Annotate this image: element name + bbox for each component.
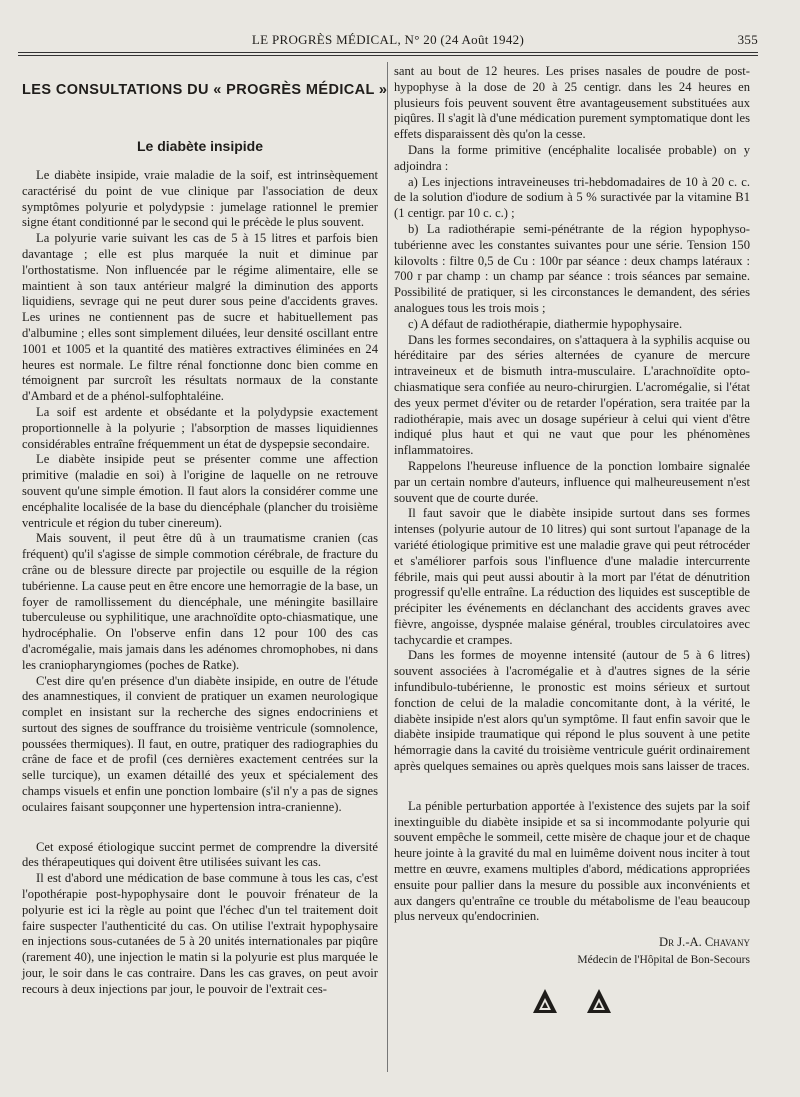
paragraph: sant au bout de 12 heures. Les prises nasales de poudre de post-hypophyse à la dose de 20 à 25 centigr. dans les 24 heures en plusieurs fois peuvent souvent être avantageusement substituées aux piqûres. Il s'agit là d'une médication purement symptomatique dont les effets disparaissent dès qu'on la cesse. [394, 64, 750, 142]
ornament-group [394, 988, 750, 1019]
paragraph: a) Les injections intraveineuses tri-hebdomadaires de 10 à 20 c. c. de la solution d'iodure de sodium à 5 % suractivée par la vitamine B1 (1 centigr. par 10 c. c.) ; [394, 174, 750, 221]
author-affiliation: Médecin de l'Hôpital de Bon-Secours [577, 954, 750, 967]
author-signature: Dr J.-A. Chavany [659, 935, 750, 950]
header-rule-double [18, 55, 758, 56]
paragraph: Cet exposé étiologique succint permet de comprendre la diversité des thérapeutiques qui doivent être utilisées suivant les cas. [22, 839, 378, 870]
article-title: Le diabète insipide [136, 138, 264, 154]
paragraph-spacer [22, 816, 378, 840]
right-column [394, 64, 750, 1019]
paragraph: Dans la forme primitive (encéphalite localisée probable) on y adjoindra : [394, 142, 750, 173]
paragraph: La pénible perturbation apportée à l'existence des sujets par la soif inextinguible du diabète insipide et sa si incommodante polyurie qui souvent empêche le sommeil, cette misère de chaque jour et de chaque heure jointe à la gravité du mal en luimême doivent nous inciter à tout mettre en œuvre, examens multiples d'abord, médications appropriées ensuite pour pallier dans la mesure du possible aux inconvénients et aux dangers qu'entraîne ce trouble du métabolisme de l'eau beaucoup plus nerveux qu'endocrinien. [394, 798, 750, 924]
paragraph: c) A défaut de radiothérapie, diathermie hypophysaire. [408, 316, 683, 331]
paragraph: Rappelons l'heureuse influence de la ponction lombaire signalée par un certain nombre d'auteurs, influence qui malheureusement n'est souvent que de courte durée. [394, 458, 750, 505]
paragraph: Il est d'abord une médication de base commune à tous les cas, c'est l'opothérapie post-hypophysaire dont le pouvoir frénateur de la polyurie est ici la règle au point que l'échec d'un tel traitement doit faire suspecter l'authenticité du cas. On utilise l'extrait hypophysaire en injections sous-cutanées de 5 à 20 unités internationales par piqûre (rarement 40), une injection le matin si la polyurie est plus marquée le jour, le soir dans le cas contraire. Dans les cas graves, on peut avoir recours à deux injections par jour, le pouvoir de l'extrait ces- [22, 871, 378, 996]
left-column [22, 64, 388, 998]
paragraph: Dans les formes secondaires, on s'attaquera à la syphilis acquise ou héréditaire par des séries alternées de cyanure de mercure intraveineux et de bismuth intra-musculaire. L'arachnoïdite opto-chiasmatique sera confiée au neuro-chirurgien. L'acromégalie, si l'état des yeux permet d'éviter ou de retarder l'opération, sera traitée par la radiothérapie, mais avec un dosage supérieur à celui qui vient d'être indiqué plus haut et qui ne vaut que pour les phénomènes inflammatoires. [394, 332, 750, 458]
header-rule [18, 52, 758, 53]
paragraph-spacer [394, 775, 750, 799]
paragraph: Le diabète insipide peut se présenter comme une affection primitive (maladie en soi) à l'origine de laquelle on ne retrouve souvent qu'une simple émotion. Il faut alors la considérer comme une encéphalite localisée de la base du diencéphale (plancher du troisième ventricule et région du tuber cinereum). [22, 452, 378, 530]
fleuron-icon [586, 988, 612, 1019]
paragraph: C'est dire qu'en présence d'un diabète insipide, en outre de l'étude des anamnestiques, il convient de pratiquer un examen neurologique complet en insistant sur la recherche des signes endocriniens et surtout des signes de souffrance du troisième ventricule (somnolence, poussées thermiques). Il faut, en outre, pratiquer des radiographies du crâne de face et de profil (ces dernières exactement centrées sur la selle turcique), un examen détaillé des yeux et spécialement des champs visuels et enfin une ponction lombaire (s'il n'y a pas de signes oculaires faisant soupçonner une hypertension intra-cranienne). [22, 673, 378, 814]
running-title: LE PROGRÈS MÉDICAL, N° 20 (24 Août 1942) [251, 32, 525, 47]
paragraph: Mais souvent, il peut être dû à un traumatisme cranien (cas fréquent) qu'il s'agisse de simple commotion cérébrale, de fracture du crâne ou de blessure directe par projectile ou esquille de la région tubérienne. La cause peut en être encore une hemorragie de la base, un foyer de ramollissement du diencéphale, une méningite basillaire tuberculeuse ou syphilitique, une arachnoïdite opto-chiasmatique, une hydrocéphalie. On l'observe enfin dans 12 pour 100 des cas d'acromégalie, mais jamais dans les adénomes chromophobes, ni dans les craniopharyngiomes (poches de Ratke). [22, 531, 378, 672]
paragraph: Le diabète insipide, vraie maladie de la soif, est intrinsèquement caractérisé du point de vue clinique par l'association de deux symptômes polyurie et polydypsie : jumelage rationnel le premier signe étant conditionné par le second qui le précède le plus souvent. [22, 168, 378, 230]
paragraph: b) La radiothérapie semi-pénétrante de la région hypophyso-tubérienne avec les constantes suivantes pour une série. Tension 150 kilovolts : filtre 0,5 de Cu : 100r par séance : deux champs latéraux : 700 r par champ : un champ par séance : trois séances par semaine. Possibilité de pratiquer, si les circonstances le demandent, des séries analogues tous les trois mois ; [394, 221, 750, 315]
section-title: LES CONSULTATIONS DU « PROGRÈS MÉDICAL » [22, 82, 388, 98]
paragraph: Il faut savoir que le diabète insipide surtout dans ses formes intenses (polyurie autour de 10 litres) qui sont surtout l'apanage de la variété étiologique primitive est une maladie grave qui peut rétrocéder et s'améliorer parfois sous l'influence d'une maladie intercurrente fébrile, mais qui peut aussi aboutir à la mort par l'état de dénutrition progressif qu'elle entraîne. La réduction des liquides est susceptible de précipiter les événements en déclanchant des accidents graves avec fièvre, angoisse, dyspnée malaise général, troubles circulatoires avec tachycardie et crampes. [394, 506, 750, 647]
running-header [18, 32, 758, 52]
column-divider [387, 62, 388, 1072]
page-number: 355 [737, 32, 758, 47]
paragraph: La soif est ardente et obsédante et la polydypsie exactement proportionnelle à la polyurie ; l'absorption de masses liquidiennes considérables entraîne fréquemment un état de dyspepsie secondaire. [22, 404, 378, 451]
fleuron-icon [532, 988, 558, 1019]
paragraph: Dans les formes de moyenne intensité (autour de 5 à 6 litres) souvent associées à l'acromégalie et à d'autres signes de la série infundibulo-tubérienne, le pronostic est moins sérieux et surtout fonction de celui de la maladie concomitante dont, à la vérité, le diabète insipide n'est alors qu'un symptôme. Il faut enfin savoir que le diabète insipide traumatique qui répond le plus souvent à une petite hémorragie dans la cavité du troisième ventricule guérit ordinairement après quelques semaines ou après quelques mois sans laisser de traces. [394, 648, 750, 774]
paragraph: La polyurie varie suivant les cas de 5 à 15 litres et parfois bien davantage ; elle est plus marquée la nuit et diminue par l'orthostatisme. Non influencée par le régime alimentaire, elle se maintient à son taux antérieur malgré la diminution des apports liquidiens, sevrage qui ne peut durer sous peine d'accidents graves. Les urines ne contiennent pas de sucre et habituellement pas d'albumine ; elles sont simplement diluées, leur densité oscillant entre 1001 et 1005 et la quantité des matières extractives éliminées en 24 heures est normale. Le filtre rénal fonctionne donc bien comme en témoignent par surcroît les résultats normaux de la constante d'Ambard et de a phénol-sulfophtaléine. [22, 231, 378, 404]
